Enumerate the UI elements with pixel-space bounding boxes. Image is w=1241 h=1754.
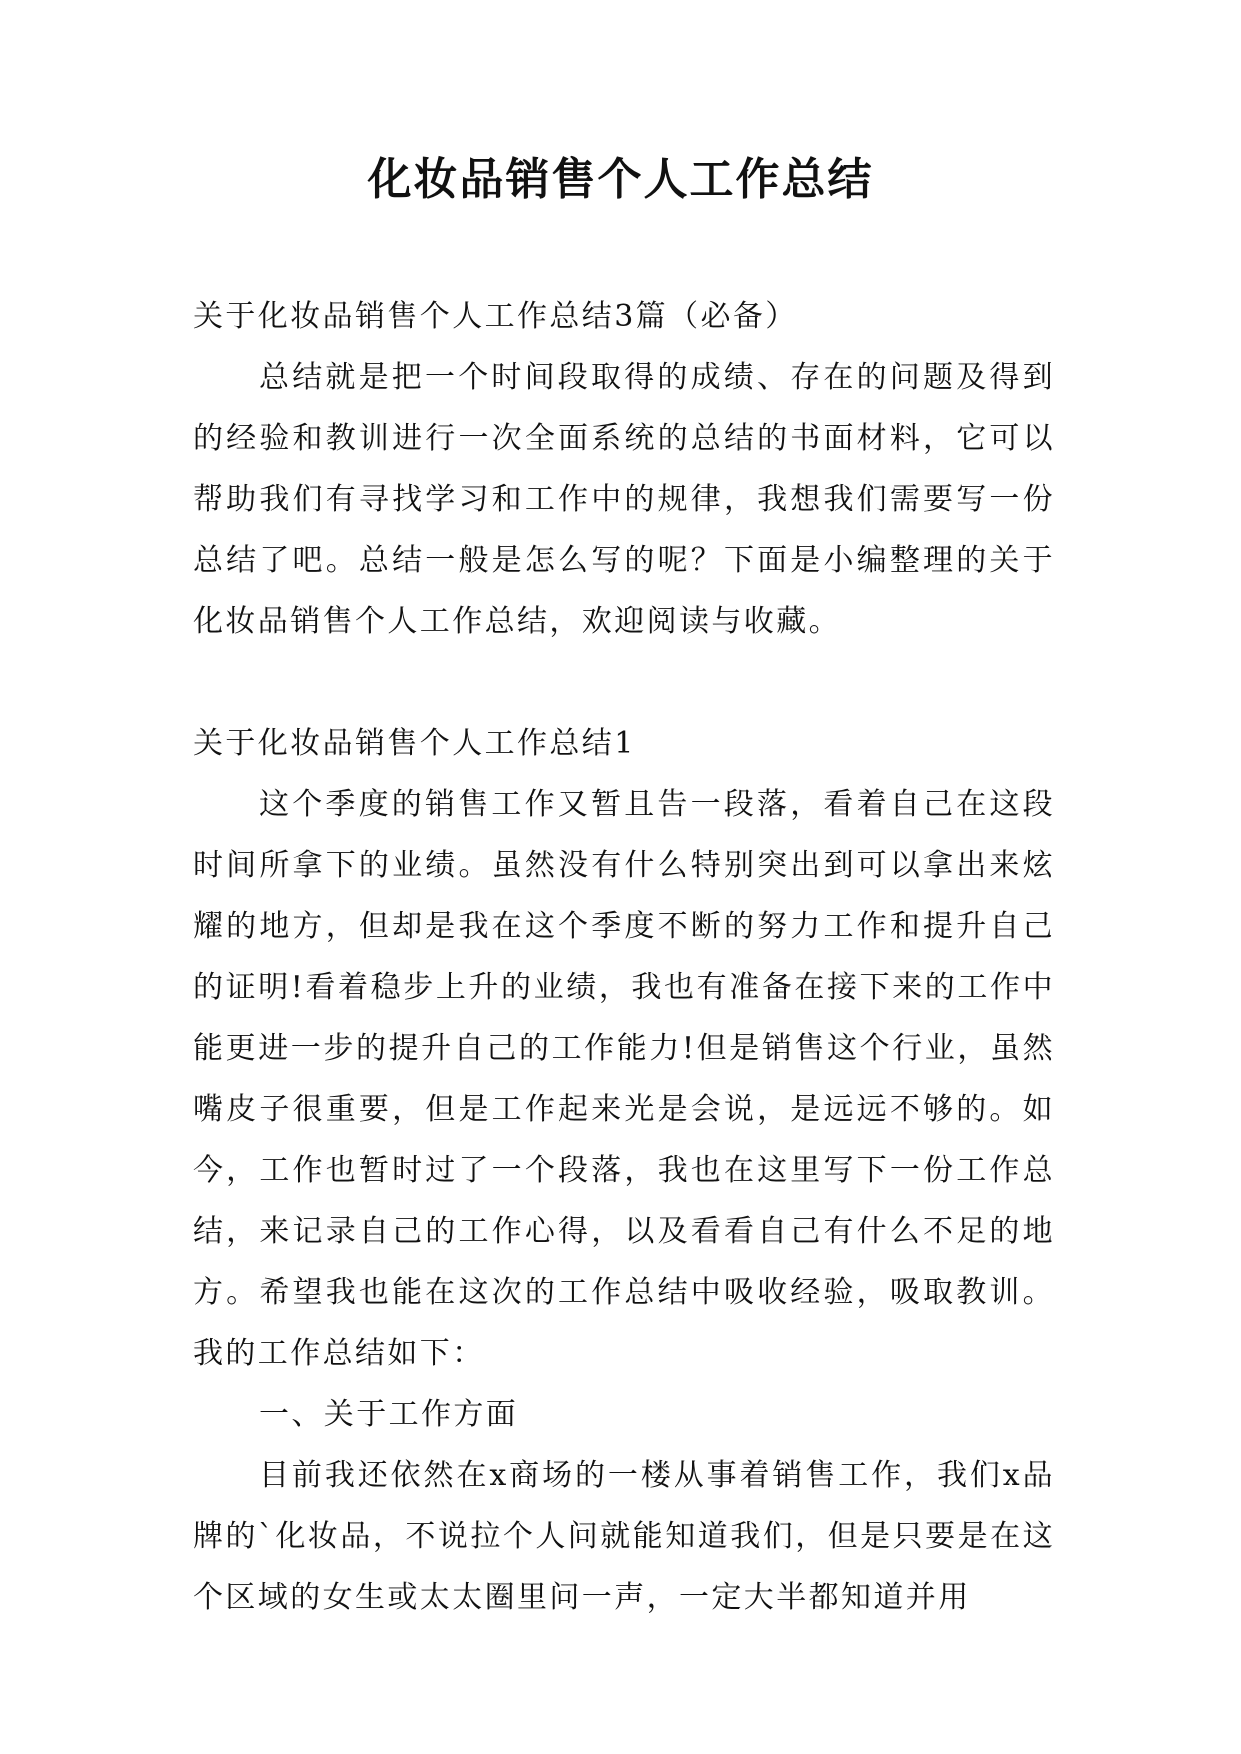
subsection-heading: 一、关于工作方面 bbox=[259, 1397, 519, 1432]
section-spacer bbox=[193, 652, 1055, 713]
document-body bbox=[193, 286, 1055, 1628]
document-title: 化妆品销售个人工作总结 bbox=[367, 154, 874, 205]
body-paragraph: 这个季度的销售工作又暂且告一段落，看着自己在这段时间所拿下的业绩。虽然没有什么特别突出到可以拿出来炫耀的地方，但却是我在这个季度不断的努力工作和提升自己的证明!看着稳步上升的业绩，我也有准备在接下来的工作中能更进一步的提升自己的工作能力!但是销售这个行业，虽然嘴皮子很重要，但是工作起来光是会说，是远远不够的。如今，工作也暂时过了一个段落，我也在这里写下一份工作总结，来记录自己的工作心得，以及看看自己有什么不足的地方。希望我也能在这次的工作总结中吸收经验，吸取教训。我的工作总结如下： bbox=[193, 787, 1055, 1371]
body-paragraph: 目前我还依然在x商场的一楼从事着销售工作，我们x品牌的`化妆品，不说拉个人问就能知道我们，但是只要是在这个区域的女生或太太圈里问一声，一定大半都知道并用 bbox=[193, 1458, 1055, 1615]
section-heading: 关于化妆品销售个人工作总结1 bbox=[193, 726, 636, 761]
intro-paragraph: 总结就是把一个时间段取得的成绩、存在的问题及得到的经验和教训进行一次全面系统的总结的书面材料，它可以帮助我们有寻找学习和工作中的规律，我想我们需要写一份总结了吧。总结一般是怎么写的呢？下面是小编整理的关于化妆品销售个人工作总结，欢迎阅读与收藏。 bbox=[193, 360, 1055, 639]
intro-heading: 关于化妆品销售个人工作总结3篇（必备） bbox=[193, 299, 798, 334]
